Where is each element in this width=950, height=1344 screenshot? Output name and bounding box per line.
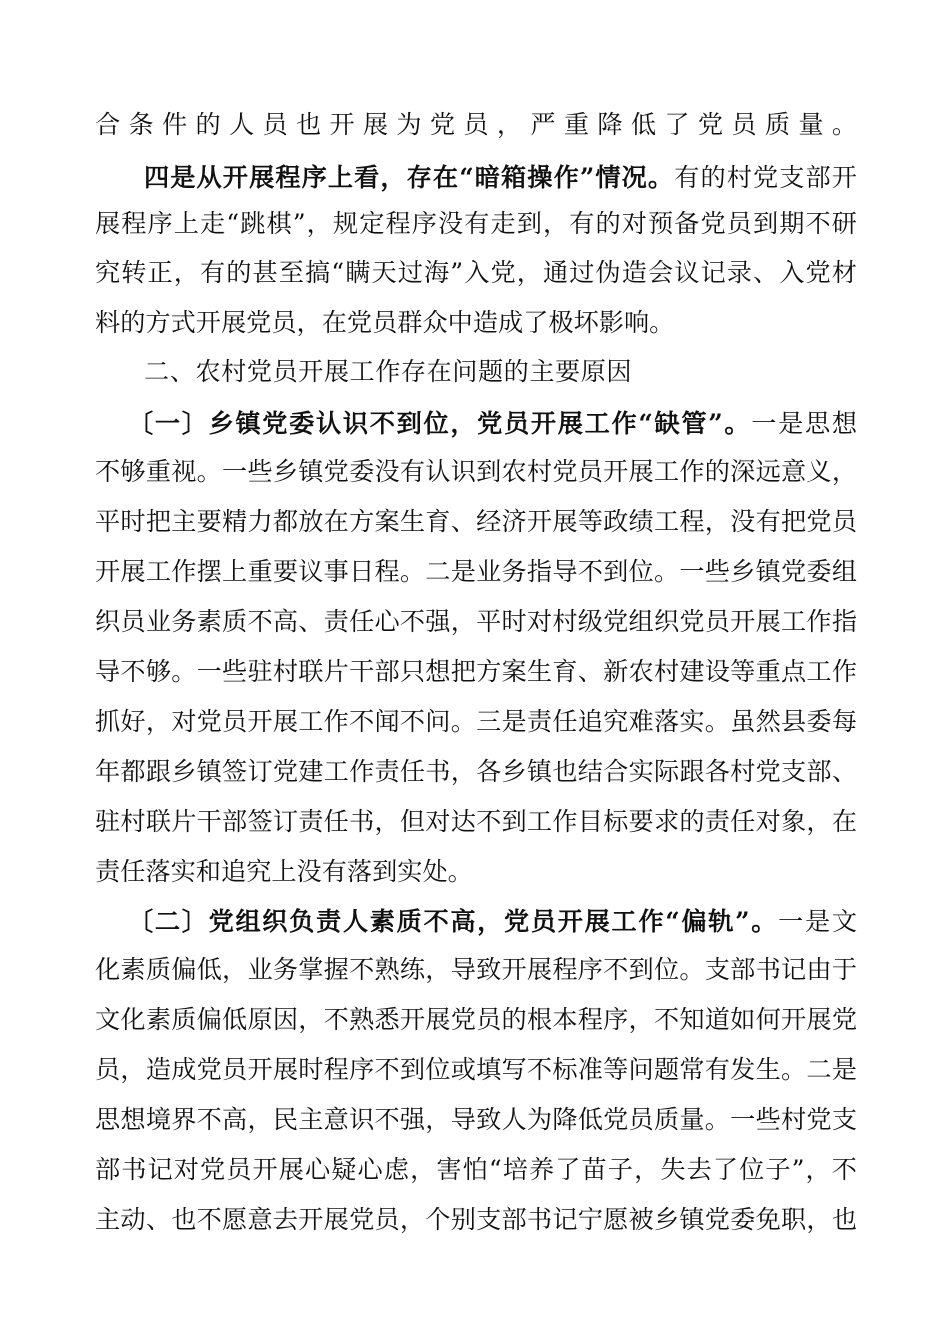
text-line-5 (95, 297, 857, 349)
line-text: 织员业务素质不高、责任心不强，平时对村级党组织党员开展工作指 (95, 607, 857, 636)
section-heading (144, 346, 857, 398)
line-text: 不够重视。一些乡镇党委没有认识到农村党员开展工作的深远意义， (95, 457, 857, 486)
line-text: 展程序上走“跳棋”，规定程序没有走到，有的对预备党员到期不研 (95, 209, 857, 238)
line-text: 部书记对党员开展心疑心虑，害怕“培养了苗子，失去了位子”，不 (95, 1155, 857, 1184)
line-text: 思想境界不高，民主意识不强，导致人为降低党员质量。一些村党支 (95, 1105, 857, 1134)
line-text: 驻村联片干部签订责任书，但对达不到工作目标要求的责任对象，在 (95, 807, 857, 836)
line-text: 料的方式开展党员，在党员群众中造成了极坏影响。 (95, 308, 675, 337)
line-text: 主动、也不愿意去开展党员，个别支部书记宁愿被乡镇党委免职，也 (95, 1205, 857, 1234)
line-text: 开展工作摆上重要议事日程。二是业务指导不到位。一些乡镇党委组 (95, 557, 857, 586)
line-text: 合条件的人员也开展为党员，严重降低了党员质量。 (95, 110, 857, 139)
text-line-19 (95, 994, 857, 1046)
text-line-16 (95, 846, 857, 898)
line-text: 导不够。一些驻村联片干部只想把方案生育、新农村建设等重点工作 (95, 657, 857, 686)
text-line-8 (95, 446, 857, 498)
text-line-2 (144, 151, 857, 203)
text-line-3 (95, 198, 857, 250)
line-text: 一是文 (778, 907, 857, 936)
text-line-7 (128, 397, 857, 449)
bold-lead: 〔二〕党组织负责人素质不高，党员开展工作“偏轨”。 (128, 906, 779, 936)
line-text: 一是思想 (751, 409, 857, 438)
text-line-15 (95, 796, 857, 848)
line-text: 抓好，对党员开展工作不闻不问。三是责任追究难落实。虽然县委每 (95, 707, 857, 736)
bold-lead: 〔一〕乡镇党委认识不到位，党员开展工作“缺管”。 (128, 408, 752, 438)
bold-lead: 四是从开展程序上看，存在“暗箱操作”情况。 (144, 162, 675, 192)
line-text: 有的村党支部开 (674, 163, 857, 192)
line-text: 年都跟乡镇签订党建工作责任书，各乡镇也结合实际跟各村党支部、 (95, 757, 857, 786)
text-line-18 (95, 944, 857, 996)
text-line-12 (95, 646, 857, 698)
text-line-14 (95, 746, 857, 798)
line-text: 责任落实和追究上没有落到实处。 (95, 857, 473, 886)
line-text: 平时把主要精力都放在方案生育、经济开展等政绩工程，没有把党员 (95, 507, 857, 536)
text-line-20 (95, 1044, 857, 1096)
text-line-22 (95, 1144, 857, 1196)
text-line-13 (95, 696, 857, 748)
text-line-9 (95, 496, 857, 548)
line-text: 文化素质偏低原因，不熟悉开展党员的根本程序，不知道如何开展党 (95, 1005, 857, 1034)
line-text: 究转正，有的甚至搞“瞒天过海”入党，通过伪造会议记录、入党材 (95, 258, 857, 287)
text-line-4 (95, 247, 857, 299)
line-text: 员，造成党员开展时程序不到位或填写不标准等问题常有发生。二是 (95, 1055, 857, 1084)
text-line-17 (128, 895, 857, 947)
text-line-21 (95, 1094, 857, 1146)
text-line-10 (95, 546, 857, 598)
heading-text: 二、农村党员开展工作存在问题的主要原因 (144, 357, 633, 386)
text-line-23 (95, 1194, 857, 1246)
line-text: 化素质偏低，业务掌握不熟练，导致开展程序不到位。支部书记由于 (95, 955, 857, 984)
text-line-11 (95, 596, 857, 648)
text-line-1 (95, 99, 857, 151)
